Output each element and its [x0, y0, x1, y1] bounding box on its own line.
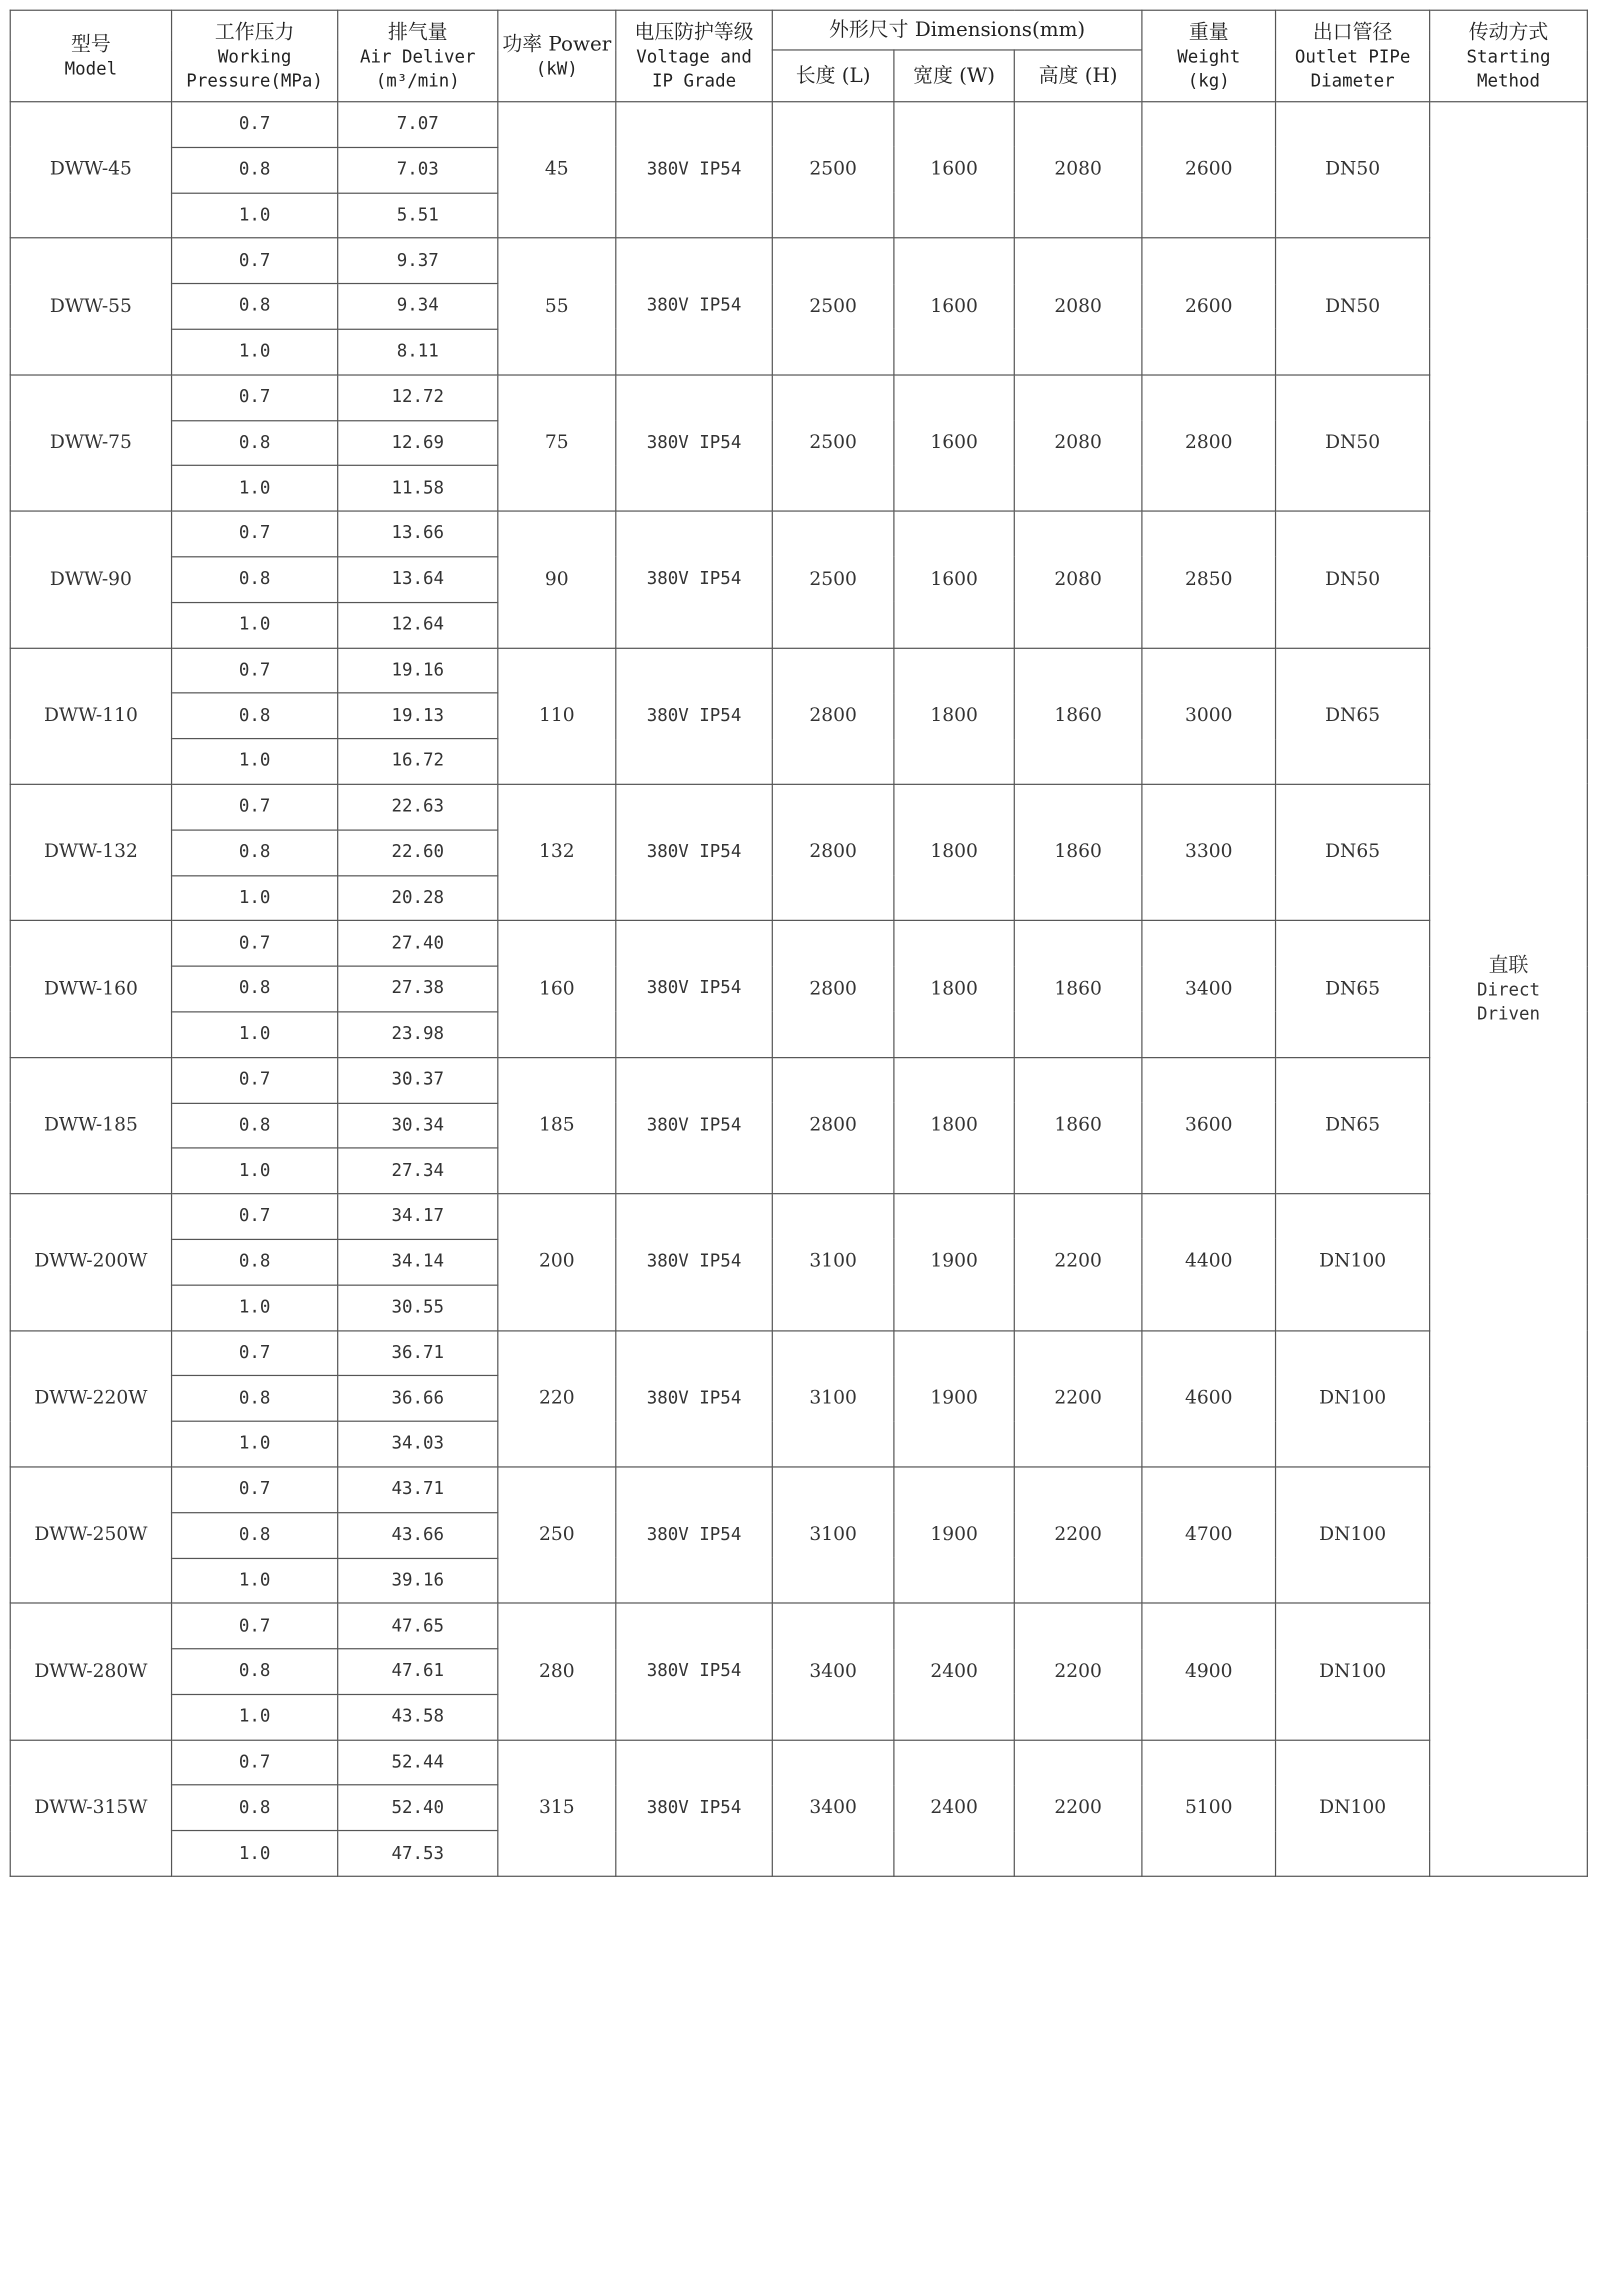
header-voltage-en-1: Voltage and	[636, 47, 752, 68]
air-deliver-cell: 12.69	[338, 420, 498, 466]
header-width: 宽度 (W)	[894, 50, 1014, 102]
air-deliver-cell: 34.03	[338, 1421, 498, 1467]
air-deliver-cell: 7.03	[338, 147, 498, 193]
air-deliver-cell: 12.72	[338, 375, 498, 421]
air-deliver-cell: 43.58	[338, 1694, 498, 1740]
air-deliver-cell: 27.38	[338, 966, 498, 1012]
voltage-cell: 380V IP54	[616, 1740, 773, 1877]
pressure-cell: 0.8	[172, 1239, 338, 1285]
power-cell: 75	[498, 375, 616, 512]
header-outlet-zh: 出口管径	[1312, 20, 1393, 43]
pressure-cell: 0.8	[172, 830, 338, 876]
width-cell: 1600	[894, 238, 1014, 375]
air-deliver-cell: 39.16	[338, 1558, 498, 1604]
air-deliver-cell: 20.28	[338, 875, 498, 921]
width-cell: 1800	[894, 921, 1014, 1058]
table-row	[10, 375, 1587, 421]
header-model	[10, 10, 171, 101]
table-row	[10, 648, 1587, 694]
air-deliver-cell: 47.53	[338, 1831, 498, 1877]
header-starting-en-1: Starting	[1466, 47, 1551, 68]
weight-cell: 3400	[1142, 921, 1276, 1058]
length-cell: 3100	[772, 1467, 894, 1604]
pressure-cell: 1.0	[172, 1285, 338, 1331]
pressure-cell: 0.7	[172, 1057, 338, 1103]
table-row	[10, 511, 1587, 557]
air-deliver-cell: 12.64	[338, 602, 498, 648]
voltage-cell: 380V IP54	[616, 1603, 773, 1740]
air-deliver-cell: 19.13	[338, 693, 498, 739]
outlet-cell: DN50	[1276, 102, 1430, 239]
voltage-cell: 380V IP54	[616, 1467, 773, 1604]
height-cell: 2080	[1014, 511, 1142, 648]
air-deliver-cell: 7.07	[338, 102, 498, 148]
power-cell: 250	[498, 1467, 616, 1604]
length-cell: 2800	[772, 921, 894, 1058]
height-cell: 2200	[1014, 1603, 1142, 1740]
power-cell: 280	[498, 1603, 616, 1740]
weight-cell: 2800	[1142, 375, 1276, 512]
header-power	[498, 10, 616, 101]
power-cell: 315	[498, 1740, 616, 1877]
outlet-cell: DN100	[1276, 1330, 1430, 1467]
model-cell: DWW-55	[10, 238, 171, 375]
air-deliver-cell: 30.37	[338, 1057, 498, 1103]
height-cell: 2200	[1014, 1740, 1142, 1877]
length-cell: 2500	[772, 102, 894, 239]
weight-cell: 4700	[1142, 1467, 1276, 1604]
starting-method-line: Driven	[1476, 1005, 1541, 1025]
width-cell: 2400	[894, 1740, 1014, 1877]
header-pressure-en-1: Working	[217, 47, 292, 68]
air-deliver-cell: 30.34	[338, 1103, 498, 1149]
model-cell: DWW-250W	[10, 1467, 171, 1604]
pressure-cell: 1.0	[172, 329, 338, 375]
header-air-deliver	[338, 10, 498, 101]
weight-cell: 4900	[1142, 1603, 1276, 1740]
air-deliver-cell: 52.40	[338, 1785, 498, 1831]
air-deliver-cell: 30.55	[338, 1285, 498, 1331]
voltage-cell: 380V IP54	[616, 1057, 773, 1194]
height-cell: 2200	[1014, 1330, 1142, 1467]
header-pressure	[172, 10, 338, 101]
starting-method-line: 直联	[1488, 953, 1529, 976]
pressure-cell: 1.0	[172, 1831, 338, 1877]
power-cell: 45	[498, 102, 616, 239]
pressure-cell: 0.8	[172, 1376, 338, 1422]
power-cell: 132	[498, 784, 616, 921]
weight-cell: 3000	[1142, 648, 1276, 785]
air-deliver-cell: 16.72	[338, 739, 498, 785]
power-cell: 90	[498, 511, 616, 648]
width-cell: 1900	[894, 1194, 1014, 1331]
power-cell: 160	[498, 921, 616, 1058]
pressure-cell: 0.7	[172, 1467, 338, 1513]
header-starting-zh: 传动方式	[1468, 20, 1549, 43]
pressure-cell: 0.7	[172, 1194, 338, 1240]
outlet-cell: DN100	[1276, 1740, 1430, 1877]
height-cell: 1860	[1014, 648, 1142, 785]
header-power-unit: (kW)	[535, 60, 578, 80]
length-cell: 2800	[772, 1057, 894, 1194]
width-cell: 2400	[894, 1603, 1014, 1740]
voltage-cell: 380V IP54	[616, 1194, 773, 1331]
weight-cell: 3300	[1142, 784, 1276, 921]
air-deliver-cell: 47.61	[338, 1649, 498, 1695]
model-cell: DWW-90	[10, 511, 171, 648]
model-cell: DWW-160	[10, 921, 171, 1058]
pressure-cell: 0.7	[172, 238, 338, 284]
air-deliver-cell: 9.37	[338, 238, 498, 284]
width-cell: 1600	[894, 102, 1014, 239]
length-cell: 2500	[772, 238, 894, 375]
table-row	[10, 1467, 1587, 1513]
pressure-cell: 0.7	[172, 375, 338, 421]
table-row	[10, 238, 1587, 284]
pressure-cell: 0.8	[172, 1103, 338, 1149]
header-weight-en: Weight	[1177, 47, 1241, 68]
height-cell: 2200	[1014, 1467, 1142, 1604]
pressure-cell: 1.0	[172, 739, 338, 785]
air-deliver-cell: 52.44	[338, 1740, 498, 1786]
pressure-cell: 1.0	[172, 466, 338, 512]
pressure-cell: 0.7	[172, 921, 338, 967]
header-air-zh: 排气量	[387, 20, 448, 43]
width-cell: 1800	[894, 1057, 1014, 1194]
table-header	[10, 10, 1587, 101]
pressure-cell: 0.8	[172, 693, 338, 739]
height-cell: 1860	[1014, 1057, 1142, 1194]
outlet-cell: DN65	[1276, 648, 1430, 785]
width-cell: 1900	[894, 1467, 1014, 1604]
length-cell: 2800	[772, 784, 894, 921]
pressure-cell: 1.0	[172, 1421, 338, 1467]
length-cell: 2500	[772, 511, 894, 648]
pressure-cell: 1.0	[172, 602, 338, 648]
pressure-cell: 1.0	[172, 193, 338, 239]
table-row	[10, 1194, 1587, 1240]
outlet-cell: DN100	[1276, 1194, 1430, 1331]
header-model-en: Model	[64, 60, 118, 80]
header-voltage	[616, 10, 773, 101]
pressure-cell: 0.8	[172, 420, 338, 466]
outlet-cell: DN50	[1276, 238, 1430, 375]
outlet-cell: DN50	[1276, 375, 1430, 512]
model-cell: DWW-45	[10, 102, 171, 239]
height-cell: 1860	[1014, 921, 1142, 1058]
air-deliver-cell: 34.17	[338, 1194, 498, 1240]
table-row	[10, 1740, 1587, 1786]
header-voltage-zh: 电压防护等级	[634, 20, 754, 43]
header-dimensions: 外形尺寸 Dimensions(mm)	[772, 10, 1142, 50]
header-model-zh: 型号	[71, 32, 111, 56]
air-deliver-cell: 13.64	[338, 557, 498, 603]
pressure-cell: 0.8	[172, 1649, 338, 1695]
outlet-cell: DN50	[1276, 511, 1430, 648]
voltage-cell: 380V IP54	[616, 1330, 773, 1467]
air-deliver-cell: 43.66	[338, 1512, 498, 1558]
weight-cell: 4600	[1142, 1330, 1276, 1467]
model-cell: DWW-132	[10, 784, 171, 921]
voltage-cell: 380V IP54	[616, 102, 773, 239]
outlet-cell: DN100	[1276, 1603, 1430, 1740]
table-row	[10, 1330, 1587, 1376]
spec-table	[10, 10, 1588, 1877]
pressure-cell: 0.7	[172, 1330, 338, 1376]
voltage-cell: 380V IP54	[616, 648, 773, 785]
air-deliver-cell: 9.34	[338, 284, 498, 330]
width-cell: 1600	[894, 511, 1014, 648]
table-body	[10, 102, 1587, 1877]
table-row	[10, 102, 1587, 148]
header-weight-zh: 重量	[1188, 20, 1229, 43]
power-cell: 220	[498, 1330, 616, 1467]
pressure-cell: 0.8	[172, 1785, 338, 1831]
weight-cell: 2600	[1142, 238, 1276, 375]
header-pressure-en-2: Pressure(MPa)	[186, 72, 323, 92]
table-row	[10, 1603, 1587, 1649]
height-cell: 1860	[1014, 784, 1142, 921]
header-starting-en-2: Method	[1476, 72, 1541, 92]
length-cell: 3100	[772, 1330, 894, 1467]
air-deliver-cell: 19.16	[338, 648, 498, 694]
outlet-cell: DN65	[1276, 784, 1430, 921]
air-deliver-cell: 22.60	[338, 830, 498, 876]
width-cell: 1800	[894, 648, 1014, 785]
voltage-cell: 380V IP54	[616, 375, 773, 512]
weight-cell: 2850	[1142, 511, 1276, 648]
air-deliver-cell: 27.34	[338, 1148, 498, 1194]
air-deliver-cell: 36.66	[338, 1376, 498, 1422]
model-cell: DWW-280W	[10, 1603, 171, 1740]
pressure-cell: 0.7	[172, 511, 338, 557]
pressure-cell: 0.7	[172, 648, 338, 694]
height-cell: 2080	[1014, 375, 1142, 512]
pressure-cell: 0.8	[172, 147, 338, 193]
outlet-cell: DN100	[1276, 1467, 1430, 1604]
length-cell: 3100	[772, 1194, 894, 1331]
header-outlet-en-2: Diameter	[1310, 72, 1395, 92]
air-deliver-cell: 34.14	[338, 1239, 498, 1285]
outlet-cell: DN65	[1276, 921, 1430, 1058]
length-cell: 2800	[772, 648, 894, 785]
air-deliver-cell: 27.40	[338, 921, 498, 967]
power-cell: 55	[498, 238, 616, 375]
model-cell: DWW-185	[10, 1057, 171, 1194]
pressure-cell: 1.0	[172, 1694, 338, 1740]
air-deliver-cell: 36.71	[338, 1330, 498, 1376]
table-row	[10, 921, 1587, 967]
air-deliver-cell: 5.51	[338, 193, 498, 239]
pressure-cell: 0.7	[172, 1603, 338, 1649]
model-cell: DWW-200W	[10, 1194, 171, 1331]
height-cell: 2200	[1014, 1194, 1142, 1331]
header-air-en-1: Air Deliver	[359, 47, 476, 68]
pressure-cell: 0.8	[172, 557, 338, 603]
weight-cell: 4400	[1142, 1194, 1276, 1331]
pressure-cell: 1.0	[172, 1558, 338, 1604]
header-air-en-2: (m³/min)	[375, 72, 460, 92]
header-voltage-en-2: IP Grade	[652, 72, 737, 92]
pressure-cell: 1.0	[172, 1012, 338, 1058]
length-cell: 2500	[772, 375, 894, 512]
starting-method-line: Direct	[1476, 980, 1541, 1001]
outlet-cell: DN65	[1276, 1057, 1430, 1194]
voltage-cell: 380V IP54	[616, 511, 773, 648]
width-cell: 1900	[894, 1330, 1014, 1467]
weight-cell: 3600	[1142, 1057, 1276, 1194]
table-row	[10, 784, 1587, 830]
header-length: 长度 (L)	[772, 50, 894, 102]
air-deliver-cell: 8.11	[338, 329, 498, 375]
air-deliver-cell: 11.58	[338, 466, 498, 512]
model-cell: DWW-315W	[10, 1740, 171, 1877]
pressure-cell: 0.7	[172, 102, 338, 148]
pressure-cell: 1.0	[172, 1148, 338, 1194]
model-cell: DWW-220W	[10, 1330, 171, 1467]
table-row	[10, 1057, 1587, 1103]
power-cell: 185	[498, 1057, 616, 1194]
starting-method-cell	[1430, 102, 1588, 1877]
height-cell: 2080	[1014, 102, 1142, 239]
length-cell: 3400	[772, 1603, 894, 1740]
power-cell: 200	[498, 1194, 616, 1331]
pressure-cell: 0.8	[172, 1512, 338, 1558]
voltage-cell: 380V IP54	[616, 238, 773, 375]
air-deliver-cell: 23.98	[338, 1012, 498, 1058]
header-outlet	[1276, 10, 1430, 101]
air-deliver-cell: 43.71	[338, 1467, 498, 1513]
pressure-cell: 0.8	[172, 966, 338, 1012]
length-cell: 3400	[772, 1740, 894, 1877]
header-height: 高度 (H)	[1014, 50, 1142, 102]
header-starting	[1430, 10, 1588, 101]
air-deliver-cell: 22.63	[338, 784, 498, 830]
model-cell: DWW-110	[10, 648, 171, 785]
pressure-cell: 0.7	[172, 784, 338, 830]
weight-cell: 5100	[1142, 1740, 1276, 1877]
air-deliver-cell: 13.66	[338, 511, 498, 557]
model-cell: DWW-75	[10, 375, 171, 512]
pressure-cell: 1.0	[172, 875, 338, 921]
header-weight-unit: (kg)	[1187, 72, 1230, 92]
width-cell: 1600	[894, 375, 1014, 512]
weight-cell: 2600	[1142, 102, 1276, 239]
header-pressure-zh: 工作压力	[214, 20, 295, 43]
power-cell: 110	[498, 648, 616, 785]
header-outlet-en-1: Outlet PIPe	[1294, 47, 1411, 68]
header-power-label: 功率 Power	[502, 32, 612, 56]
header-weight	[1142, 10, 1276, 101]
height-cell: 2080	[1014, 238, 1142, 375]
voltage-cell: 380V IP54	[616, 784, 773, 921]
width-cell: 1800	[894, 784, 1014, 921]
air-deliver-cell: 47.65	[338, 1603, 498, 1649]
pressure-cell: 0.8	[172, 284, 338, 330]
pressure-cell: 0.7	[172, 1740, 338, 1786]
voltage-cell: 380V IP54	[616, 921, 773, 1058]
